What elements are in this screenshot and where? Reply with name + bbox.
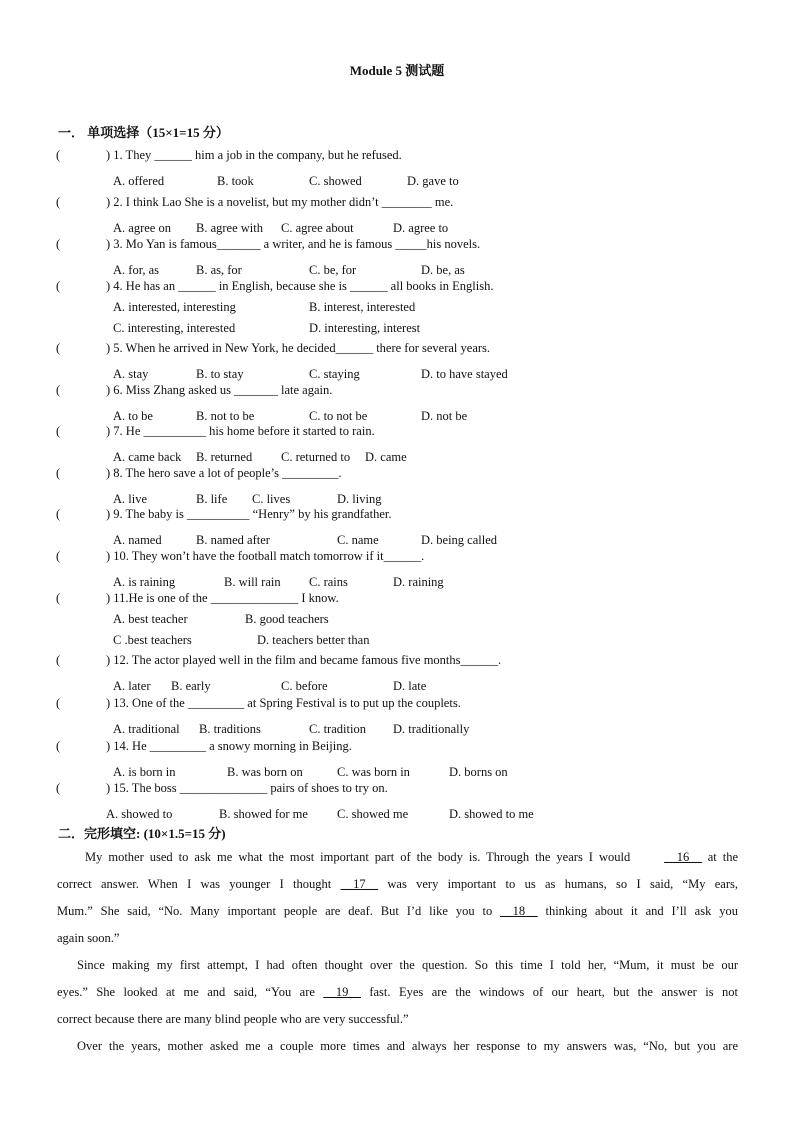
option-a[interactable]: A. came back [113,450,182,464]
option-d[interactable]: D. came [365,450,407,464]
option-c[interactable]: C. name [337,533,379,547]
question-10 [56,549,424,564]
passage-text: correct answer. When I was younger I thought [57,877,341,891]
question-7 [56,424,375,439]
section-heading-cloze: 二．完形填空: (10×1.5=15 分) [58,826,226,841]
option-a[interactable]: A. named [113,533,162,547]
question-stem: ) 6. Miss Zhang asked us _______ late again. [106,383,333,397]
option-c[interactable]: C. lives [252,492,291,506]
option-b[interactable]: B. returned [196,450,253,464]
question-stem: ) 12. The actor played well in the film and became famous five months______. [106,653,502,667]
option-a[interactable]: A. stay [113,367,149,381]
question-11 [56,591,339,606]
passage-text: correct because there are many blind people who are very successful.” [57,1012,409,1026]
option-c[interactable]: C. was born in [337,765,410,779]
passage-text: eyes.” She looked at me and said, “You are [57,985,324,999]
section-heading-single-choice: 一． 单项选择（15×1=15 分） [58,125,229,140]
passage-line [57,850,738,865]
question-stem: ) 11.He is one of the ______________ I know. [106,591,339,605]
option-a[interactable]: A. for, as [113,263,160,277]
option-d[interactable]: D. interesting, interest [309,321,421,335]
question-2 [56,195,453,210]
passage-line [57,958,738,973]
option-b[interactable]: B. not to be [196,409,255,423]
option-b[interactable]: B. life [196,492,228,506]
option-c[interactable]: C. returned to [281,450,351,464]
answer-bracket[interactable]: ( [56,195,61,209]
option-b[interactable]: B. agree with [196,221,263,235]
passage-text: again soon.” [57,931,120,945]
question-stem: ) 9. The baby is __________ “Henry” by his grandfather. [106,507,392,521]
passage-line [57,985,738,1000]
passage-text: My mother used to ask me what the most important part of the body is. Through the years I would [85,850,637,864]
question-1 [56,148,402,163]
option-d[interactable]: D. be, as [421,263,465,277]
answer-bracket[interactable]: ( [56,279,61,293]
question-3 [56,237,480,252]
cloze-blank[interactable]: __16__ [664,850,702,864]
passage-text: at the [701,850,739,864]
passage-text: Since making my first attempt, I had often thought over the question. So this time I told her, “Mum, it must be our [77,958,738,972]
answer-bracket[interactable]: ( [56,507,61,521]
passage-line [57,1039,738,1054]
question-stem: ) 3. Mo Yan is famous_______ a writer, and he is famous _____his novels. [106,237,481,251]
answer-bracket[interactable]: ( [56,148,61,162]
option-c[interactable]: C. staying [309,367,360,381]
option-b[interactable]: B. early [171,679,211,693]
question-4 [56,279,493,294]
passage-text: Over the years, mother asked me a couple more times and always her response to my answers was, “No, but you are [77,1039,738,1053]
passage-line [57,877,738,892]
answer-bracket[interactable]: ( [56,781,61,795]
option-c[interactable]: C. showed me [337,807,409,821]
question-stem: ) 14. He _________ a snowy morning in Beijing. [106,739,352,753]
passage-line [57,1012,738,1027]
question-stem: ) 13. One of the _________ at Spring Festival is to put up the couplets. [106,696,461,710]
option-a[interactable]: A. traditional [113,722,180,736]
question-stem: ) 2. I think Lao She is a novelist, but my mother didn’t ________ me. [106,195,454,209]
cloze-blank[interactable]: __17__ [340,877,379,891]
cloze-blank[interactable]: __19__ [323,985,361,999]
option-a[interactable]: A. later [113,679,151,693]
option-d[interactable]: D. showed to me [449,807,534,821]
answer-bracket[interactable]: ( [56,424,61,438]
option-b[interactable]: B. will rain [224,575,281,589]
option-d[interactable]: D. to have stayed [421,367,508,381]
option-d[interactable]: D. teachers better than [257,633,370,647]
option-d[interactable]: D. raining [393,575,444,589]
answer-bracket[interactable]: ( [56,383,61,397]
option-d[interactable]: D. living [337,492,382,506]
answer-bracket[interactable]: ( [56,591,61,605]
option-b[interactable]: B. took [217,174,254,188]
option-a[interactable]: A. is born in [113,765,176,779]
option-b[interactable]: B. good teachers [245,612,329,626]
question-5 [56,341,490,356]
option-c[interactable]: C. rains [309,575,348,589]
option-a[interactable]: A. agree on [113,221,171,235]
option-c[interactable]: C. be, for [309,263,357,277]
question-15 [56,781,388,796]
option-c[interactable]: C. to not be [309,409,368,423]
option-a[interactable]: A. is raining [113,575,176,589]
passage-text: fast. Eyes are the windows of our heart, but the answer is not [360,985,739,999]
option-b[interactable]: B. named after [196,533,270,547]
question-stem: ) 4. He has an ______ in English, because she is ______ all books in English. [106,279,494,293]
option-d[interactable]: D. agree to [393,221,449,235]
question-9 [56,507,391,522]
option-a[interactable]: A. live [113,492,148,506]
option-a[interactable]: A. offered [113,174,165,188]
answer-bracket[interactable]: ( [56,696,61,710]
option-d[interactable]: D. not be [421,409,468,423]
option-b[interactable]: B. interest, interested [309,300,416,314]
answer-bracket[interactable]: ( [56,466,61,480]
passage-text: was very important to us as humans, so I said, “My ears, [378,877,738,891]
answer-bracket[interactable]: ( [56,237,61,251]
question-stem: ) 10. They won’t have the football match tomorrow if it______. [106,549,425,563]
option-c[interactable]: C. agree about [281,221,354,235]
option-d[interactable]: D. late [393,679,427,693]
question-6 [56,383,332,398]
question-stem: ) 1. They ______ him a job in the company, but he refused. [106,148,402,162]
question-12 [56,653,501,668]
option-c[interactable]: C. tradition [309,722,366,736]
question-8 [56,466,341,481]
cloze-blank[interactable]: __18__ [500,904,538,918]
question-14 [56,739,352,754]
passage-line [57,931,738,946]
option-a[interactable]: A. showed to [106,807,173,821]
option-a[interactable]: A. to be [113,409,153,423]
answer-bracket[interactable]: ( [56,549,61,563]
option-c[interactable]: C .best teachers [113,633,192,647]
question-stem: ) 8. The hero save a lot of people’s _________. [106,466,342,480]
option-b[interactable]: B. as, for [196,263,242,277]
answer-bracket[interactable]: ( [56,341,61,355]
option-d[interactable]: D. gave to [407,174,459,188]
option-c[interactable]: C. showed [309,174,362,188]
question-stem: ) 15. The boss ______________ pairs of shoes to try on. [106,781,388,795]
option-b[interactable]: B. showed for me [219,807,308,821]
option-a[interactable]: A. interested, interesting [113,300,236,314]
option-d[interactable]: D. being called [421,533,498,547]
option-b[interactable]: B. traditions [199,722,261,736]
option-d[interactable]: D. traditionally [393,722,470,736]
option-c[interactable]: C. interesting, interested [113,321,236,335]
question-13 [56,696,461,711]
option-b[interactable]: B. was born on [227,765,303,779]
passage-text: Mum.” She said, “No. Many important people are deaf. But I’d like you to [57,904,501,918]
page-title: Module 5 测试题 [349,63,445,78]
option-d[interactable]: D. borns on [449,765,508,779]
question-stem: ) 5. When he arrived in New York, he decided______ there for several years. [106,341,491,355]
question-stem: ) 7. He __________ his home before it started to rain. [106,424,375,438]
passage-text: thinking about it and I’ll ask you [537,904,738,918]
option-c[interactable]: C. before [281,679,328,693]
option-b[interactable]: B. to stay [196,367,244,381]
answer-bracket[interactable]: ( [56,653,61,667]
option-a[interactable]: A. best teacher [113,612,188,626]
passage-line [57,904,738,919]
answer-bracket[interactable]: ( [56,739,61,753]
